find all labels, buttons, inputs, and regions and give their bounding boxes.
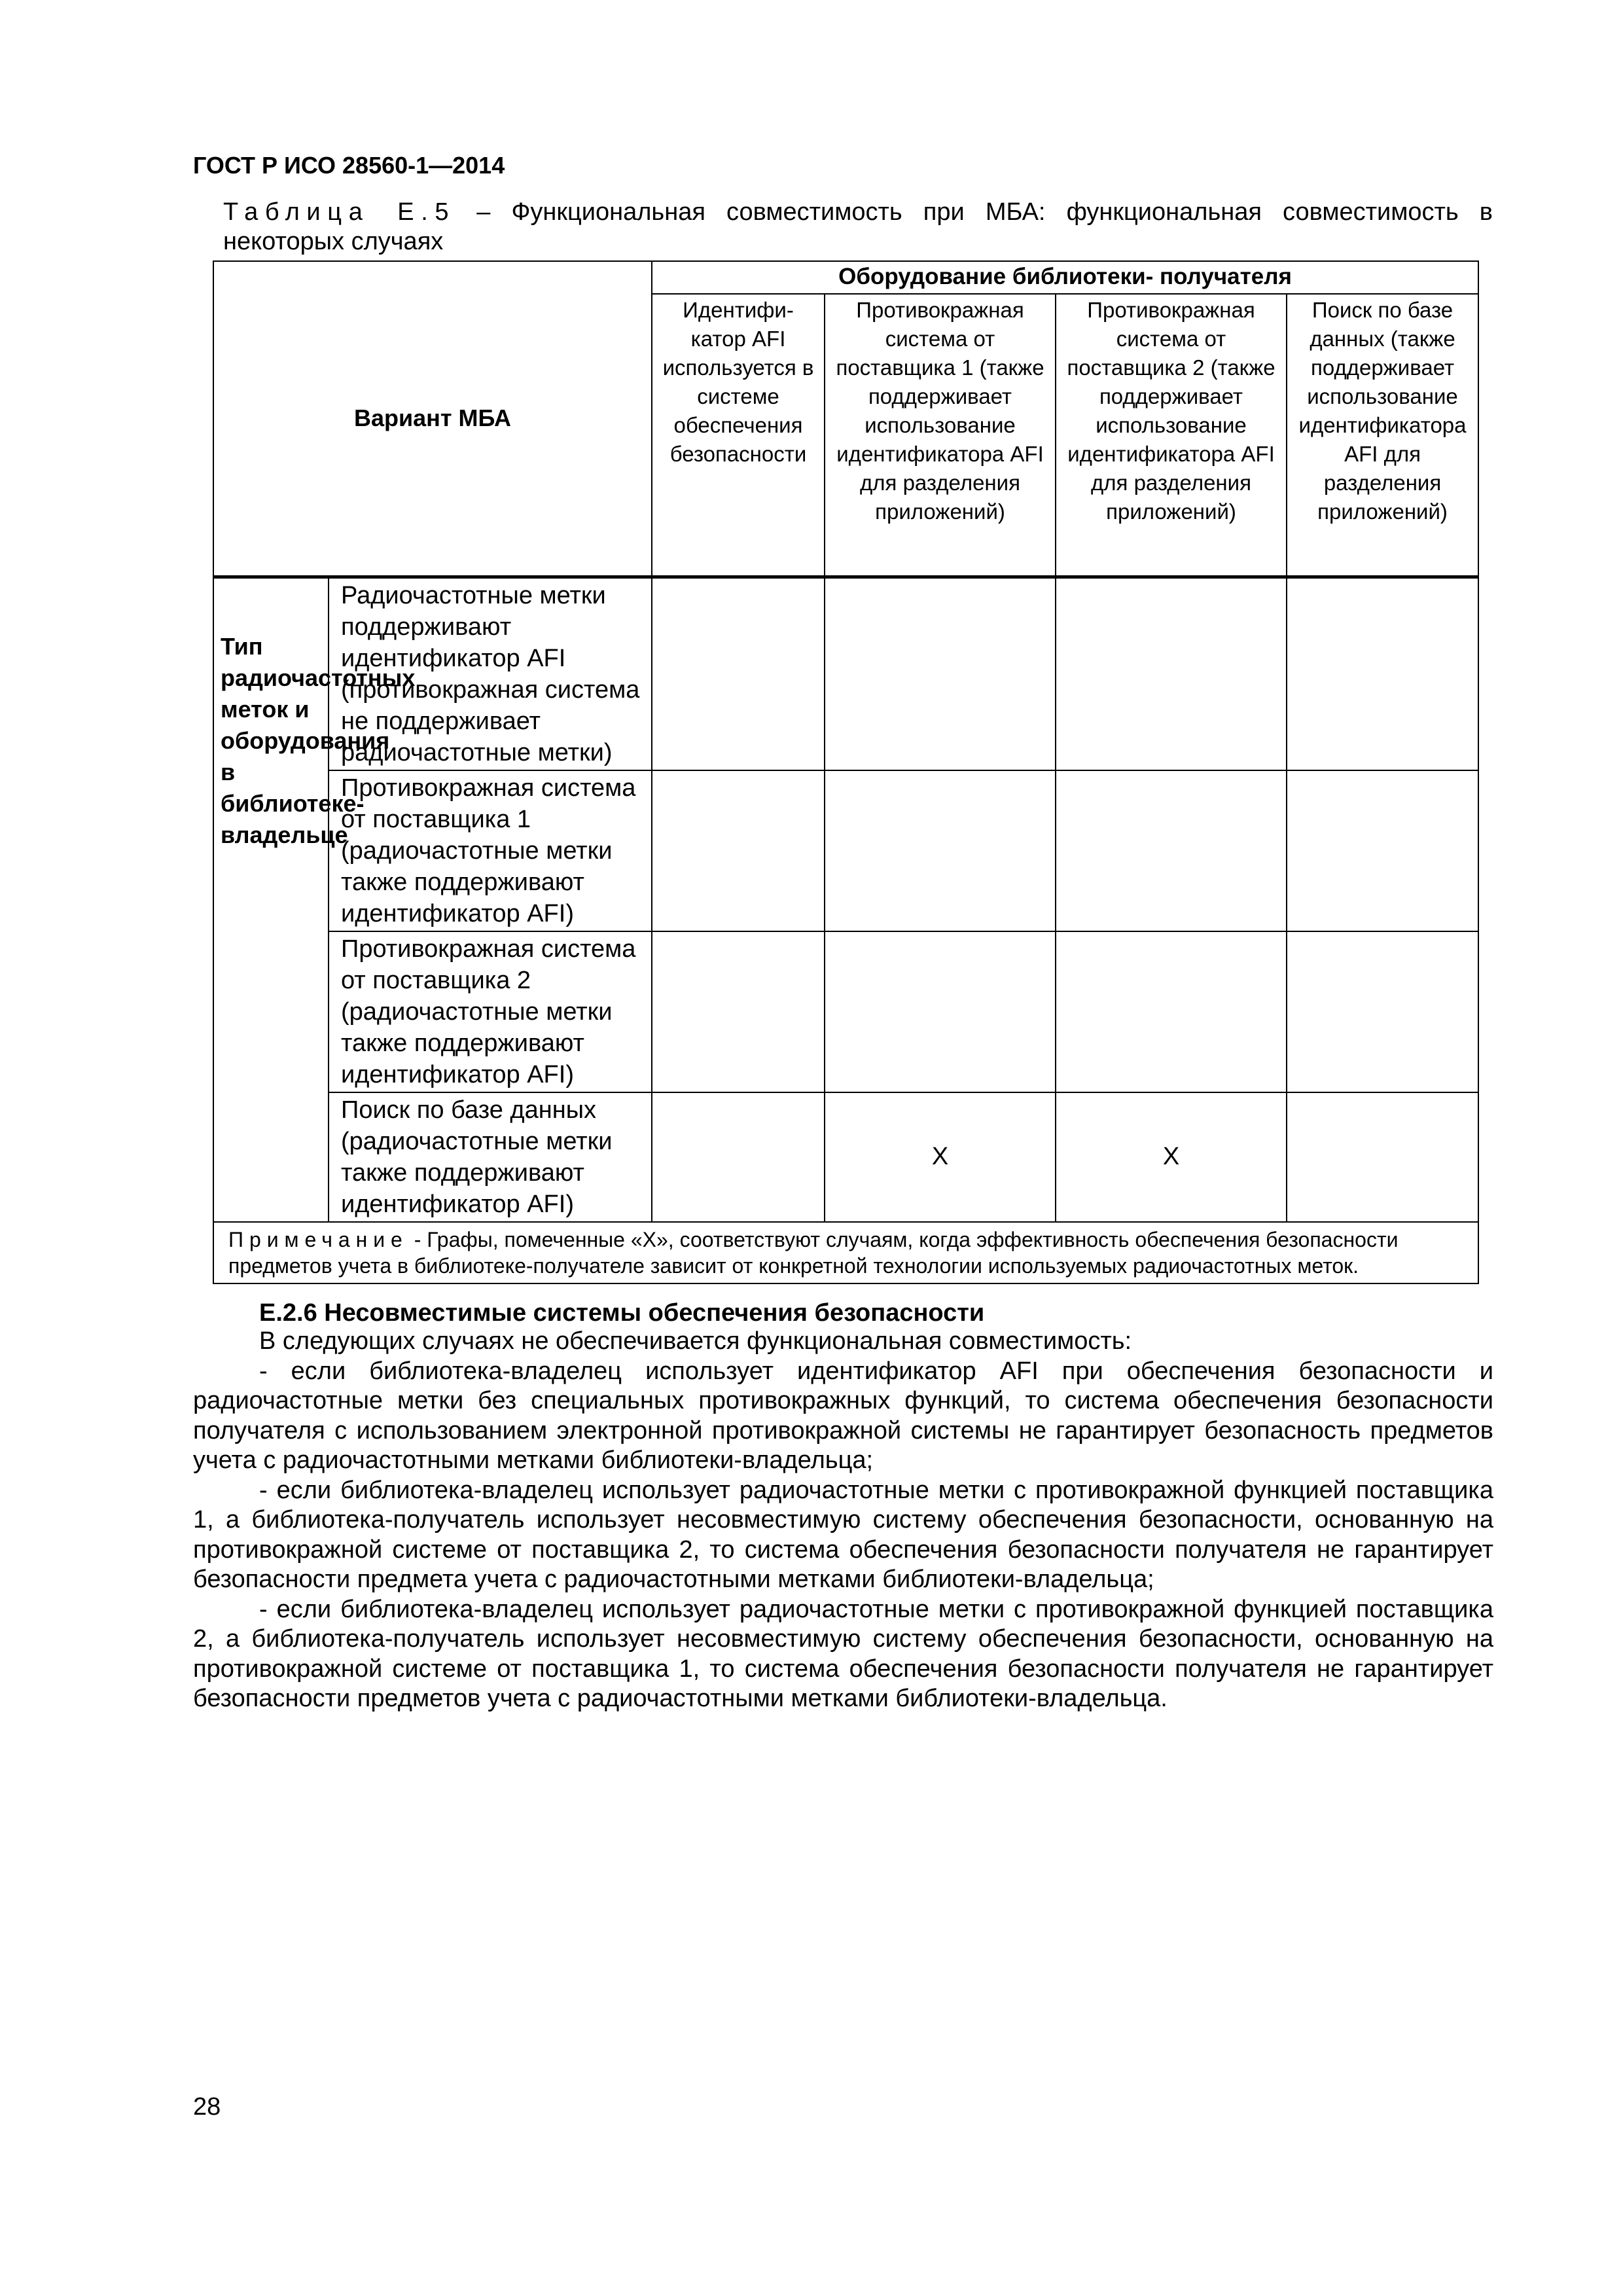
paragraph: В следующих случаях не обеспечивается функциональная совместимость: [259,1327,1132,1355]
table-cell [1056,931,1287,1092]
variant-header: Вариант МБА [213,261,652,577]
table-caption-label: Таблица Е.5 [223,198,456,226]
side-label: Тип радиочастотных меток и оборудования в библиотеке-владельце [213,577,329,1222]
paragraph: - если библиотека-владелец использует радиочастотные метки с противокражной функцией поставщика 1, а библиотека-получатель использует несовместимую систему обеспечения безопасности, основанную на противокражной системе от поставщика 2, то система обеспечения безопасности получателя не гарантирует безопасности предмета учета с радиочастотными метками библиотеки-владельца; [193,1476,1493,1593]
column-header: Противокражная система от поставщика 1 (также поддерживает использование идентификатора AFI для разделения приложений) [825,294,1056,577]
table-cell [1287,931,1478,1092]
table-row [213,931,1478,1092]
table-header-row [213,261,1478,294]
table-cell [652,577,825,770]
column-header: Идентифи-катор AFI используется в системе обеспечения безопасности [652,294,825,577]
table-cell-x-mark: Х [1056,1092,1287,1222]
row-label: Радиочастотные метки поддерживают идентификатор AFI (противокражная система не поддерживает радиочастотные метки) [329,577,652,770]
note-text: - Графы, помеченные «Х», соответствуют случаям, когда эффективность обеспечения безопасности предметов учета в библиотеке-получателе зависит от конкретной технологии используемых радиочастотных меток. [228,1227,1399,1278]
equipment-header: Оборудование библиотеки- получателя [652,261,1478,294]
table-caption [223,198,1493,257]
table-cell [1287,577,1478,770]
page-number: 28 [193,2093,221,2121]
paragraph: - если библиотека-владелец использует идентификатор AFI при обеспечения безопасности и радиочастотные метки без специальных противокражных функций, то система обеспечения безопасности получателя с использованием электронной противокражной системы не гарантирует безопасность предметов учета с радиочастотными метками библиотеки-владельца; [193,1357,1493,1474]
table-cell [825,931,1056,1092]
table-cell [825,577,1056,770]
column-header: Поиск по базе данных (также поддерживает использование идентификатора AFI для разделения приложений) [1287,294,1478,577]
table-cell-x-mark: Х [825,1092,1056,1222]
table-row [213,1092,1478,1222]
paragraph: - если библиотека-владелец использует радиочастотные метки с противокражной функцией поставщика 2, а библиотека-получатель использует несовместимую систему обеспечения безопасности, основанную на противокражной системе от поставщика 1, то система обеспечения безопасности получателя не гарантирует безопасности предметов учета с радиочастотными метками библиотеки-владельца. [193,1595,1493,1712]
table-note [213,1222,1478,1283]
table-cell [652,770,825,931]
section-body [193,1327,1493,1714]
row-label: Поиск по базе данных (радиочастотные метки также поддерживают идентификатор AFI) [329,1092,652,1222]
table-cell [1287,1092,1478,1222]
table-caption-text: – Функциональная совместимость при МБА: функциональная совместимость в некоторых случаях [223,198,1493,255]
table-cell [1056,577,1287,770]
row-label: Противокражная система от поставщика 1 (радиочастотные метки также поддерживают идентификатор AFI) [329,770,652,931]
standard-header: ГОСТ Р ИСО 28560-1—2014 [193,152,505,179]
table-row [213,577,1478,770]
table-cell [825,770,1056,931]
column-header: Противокражная система от поставщика 2 (также поддерживает использование идентификатора AFI для разделения приложений) [1056,294,1287,577]
compatibility-table [213,260,1479,1284]
table-cell [1287,770,1478,931]
table-cell [1056,770,1287,931]
note-label: Примечание [228,1227,408,1251]
table-row [213,770,1478,931]
table-cell [652,1092,825,1222]
row-label: Противокражная система от поставщика 2 (радиочастотные метки также поддерживают идентификатор AFI) [329,931,652,1092]
table-note-row [213,1222,1478,1283]
table-cell [652,931,825,1092]
section-title: Е.2.6 Несовместимые системы обеспечения безопасности [259,1299,985,1327]
